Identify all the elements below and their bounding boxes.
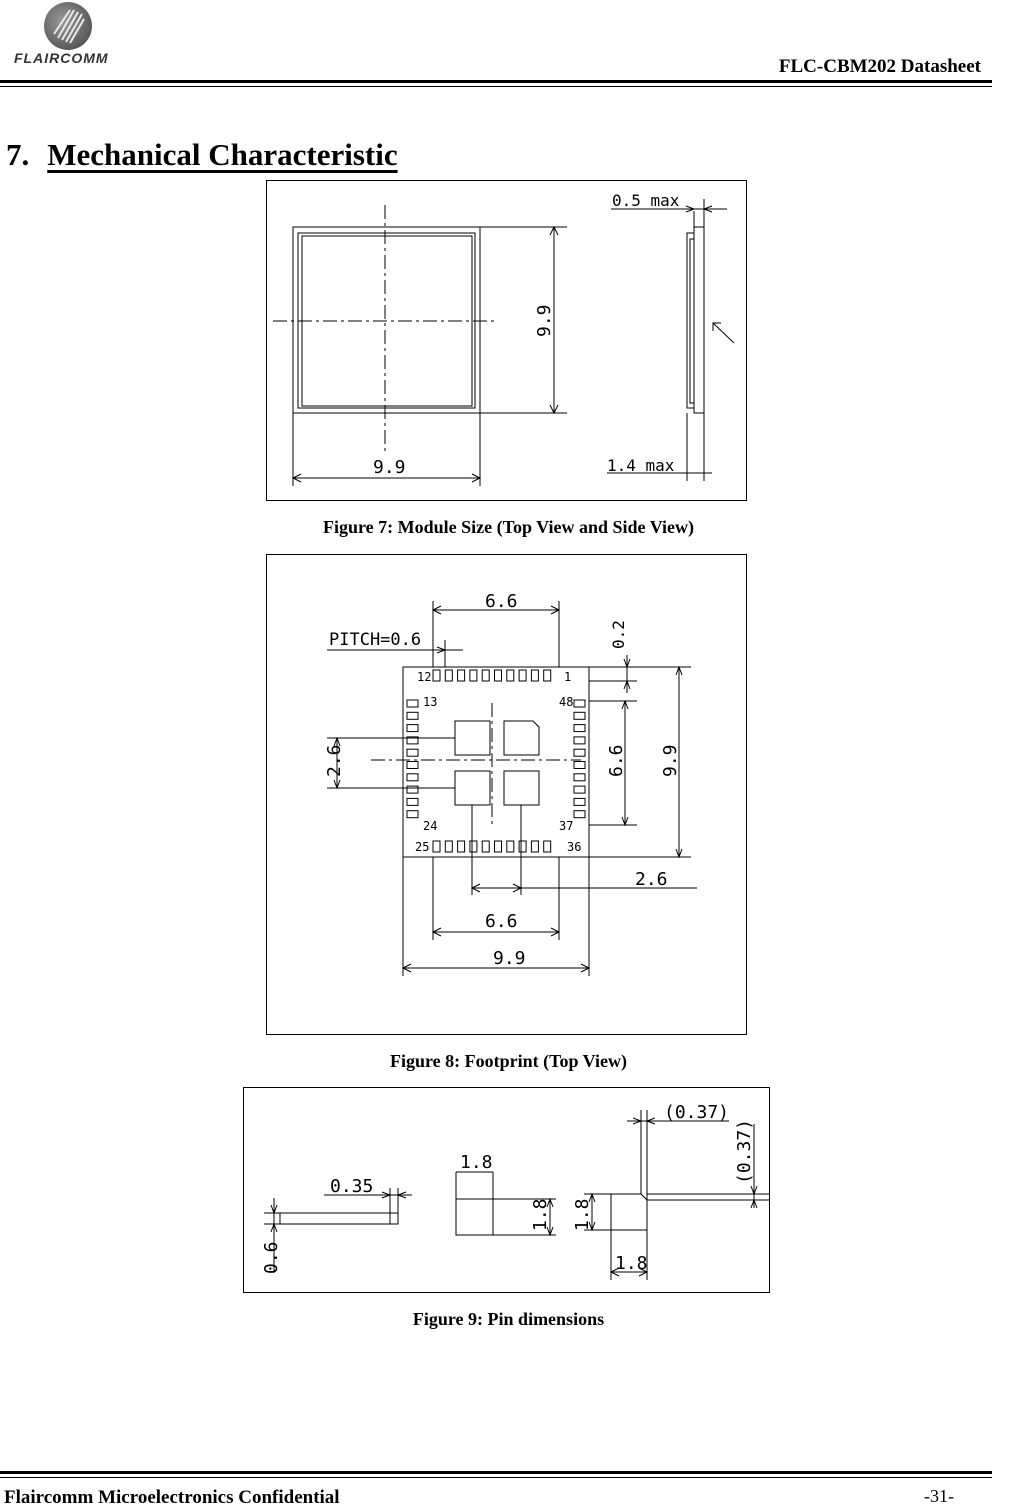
pin-pad bbox=[531, 841, 538, 852]
section-title: Mechanical Characteristic bbox=[47, 137, 398, 172]
pin-pad bbox=[407, 712, 418, 719]
corner-height-label: 1.8 bbox=[572, 1198, 593, 1231]
pin-12-label: 12 bbox=[417, 670, 432, 684]
pin-pad bbox=[482, 841, 489, 852]
pin-pad bbox=[574, 725, 585, 732]
pins-row-top bbox=[433, 670, 551, 681]
pin-25-label: 25 bbox=[415, 840, 430, 854]
pin-pad bbox=[574, 798, 585, 805]
header-rule-thin bbox=[0, 86, 992, 87]
pin-pad bbox=[519, 670, 526, 681]
pins-column-left bbox=[407, 700, 418, 818]
module-outline bbox=[293, 227, 480, 413]
corner-width-label: 1.8 bbox=[615, 1253, 648, 1274]
footer-rule bbox=[0, 1471, 992, 1474]
pin-37-label: 37 bbox=[559, 819, 574, 833]
pin-pad bbox=[574, 749, 585, 756]
pin-pad bbox=[574, 762, 585, 769]
figure-9-caption: Figure 9: Pin dimensions bbox=[412, 1309, 605, 1329]
pin-shape bbox=[280, 1213, 398, 1224]
pin-pad bbox=[407, 725, 418, 732]
figure-9-pin-dimensions bbox=[243, 1087, 770, 1293]
pin-48-label: 48 bbox=[559, 695, 574, 709]
pad-width-label: 1.8 bbox=[460, 1152, 493, 1173]
center-span-label: 2.6 bbox=[635, 869, 668, 890]
chamfer-y-label: (0.37) bbox=[734, 1118, 755, 1184]
pin-pad bbox=[544, 670, 551, 681]
pin-pad bbox=[519, 841, 526, 852]
pin-pad bbox=[574, 700, 585, 707]
pin-pad bbox=[495, 670, 502, 681]
footer-rule-thin bbox=[0, 1477, 992, 1478]
chamfer-x-label: (0.37) bbox=[664, 1102, 730, 1123]
chamfered-pad bbox=[611, 1194, 647, 1230]
header-rule bbox=[0, 80, 992, 83]
figure-8-caption: Figure 8: Footprint (Top View) bbox=[390, 1051, 627, 1071]
pin-pad bbox=[407, 798, 418, 805]
pin-pad bbox=[507, 841, 514, 852]
pin-24-label: 24 bbox=[423, 819, 438, 833]
pin-pad bbox=[445, 841, 452, 852]
section-number: 7. bbox=[6, 137, 30, 172]
pin-pad bbox=[507, 670, 514, 681]
pin-pad bbox=[574, 712, 585, 719]
top-span-label: 6.6 bbox=[485, 591, 518, 612]
pin-pad bbox=[407, 786, 418, 793]
pin-pad bbox=[407, 749, 418, 756]
pin-pad bbox=[574, 786, 585, 793]
logo-text: FLAIRCOMM bbox=[14, 50, 109, 66]
flaircomm-logo-icon bbox=[44, 2, 92, 50]
height-label: 9.9 bbox=[534, 304, 555, 337]
pins-row-bottom bbox=[433, 841, 551, 852]
bottom-inner-label: 6.6 bbox=[485, 911, 518, 932]
page-number: -31- bbox=[924, 1486, 954, 1506]
pin-pad bbox=[458, 670, 465, 681]
pin-width-label: 0.6 bbox=[261, 1241, 282, 1274]
thickness-top-label: 0.5 max bbox=[612, 191, 680, 210]
pin-pad bbox=[407, 774, 418, 781]
pin-pad bbox=[433, 670, 440, 681]
pitch-label: PITCH=0.6 bbox=[329, 630, 422, 650]
pin-pad bbox=[470, 841, 477, 852]
figure-7-module-size bbox=[266, 180, 747, 501]
pin-13-label: 13 bbox=[423, 695, 438, 709]
inner-vertical-label: 6.6 bbox=[606, 744, 627, 777]
pin-length-label: 0.35 bbox=[330, 1176, 374, 1197]
thickness-total-label: 1.4 max bbox=[607, 456, 675, 475]
pin-pad bbox=[544, 841, 551, 852]
pin-pad bbox=[574, 774, 585, 781]
pin-pad bbox=[531, 670, 538, 681]
width-label: 9.9 bbox=[373, 457, 406, 478]
pin-36-label: 36 bbox=[567, 840, 582, 854]
pin-pad bbox=[574, 811, 585, 818]
footer-company: Flaircomm Microelectronics Confidential bbox=[4, 1487, 340, 1508]
pin-pad bbox=[445, 670, 452, 681]
pin-pad bbox=[482, 670, 489, 681]
figure-7-caption: Figure 7: Module Size (Top View and Side View) bbox=[322, 517, 695, 537]
left-span-label: 2.6 bbox=[324, 744, 345, 777]
pin-pad bbox=[407, 762, 418, 769]
pins-column-right bbox=[574, 700, 585, 818]
pin-pad bbox=[495, 841, 502, 852]
section-heading bbox=[6, 137, 398, 173]
pin-pad bbox=[433, 841, 440, 852]
pin-pad bbox=[458, 841, 465, 852]
pin-pad bbox=[407, 700, 418, 707]
edge-gap-label: 0.2 bbox=[609, 620, 628, 649]
bottom-outer-label: 9.9 bbox=[493, 948, 526, 969]
pad-height-label: 1.8 bbox=[530, 1198, 551, 1231]
pin-pad bbox=[574, 737, 585, 744]
pin-pad bbox=[470, 670, 477, 681]
pin-pad bbox=[407, 811, 418, 818]
document-title: FLC-CBM202 Datasheet bbox=[778, 56, 981, 77]
pin-1-label: 1 bbox=[564, 670, 572, 684]
square-pad bbox=[456, 1199, 493, 1235]
outer-vertical-label: 9.9 bbox=[660, 744, 681, 777]
figure-8-footprint bbox=[266, 554, 747, 1035]
